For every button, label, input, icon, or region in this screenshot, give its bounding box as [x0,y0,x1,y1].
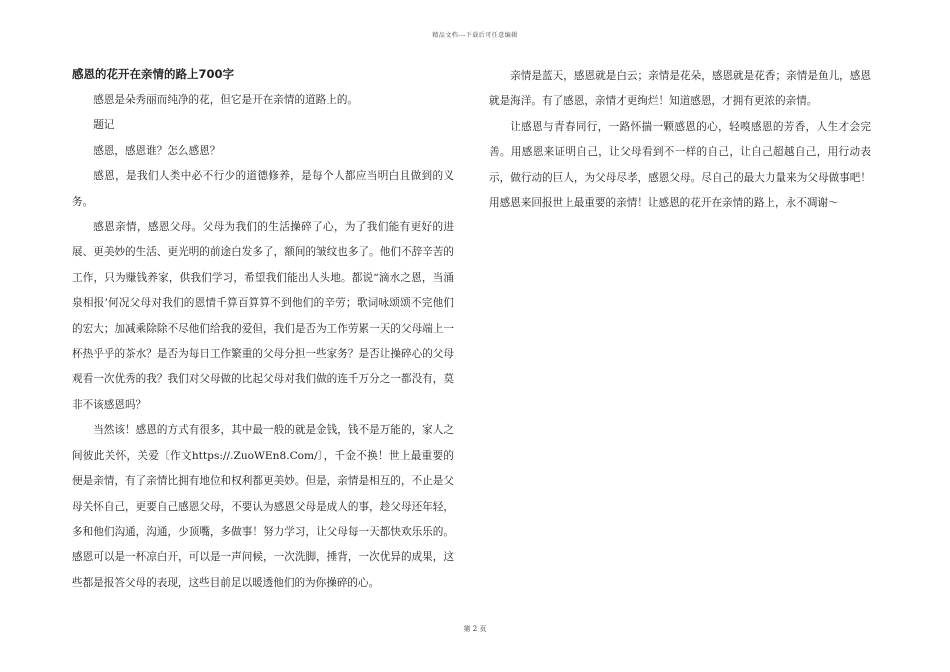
left-column [72,60,454,596]
epigraph-label: 题记 [93,119,115,132]
article-title: 感恩的花开在亲情的路上700字 [72,67,235,81]
paragraph: 感恩，是我们人类中必不行少的道德修养，是每个人都应当明白且做到的义务。 [72,170,454,208]
page-header: 精品文档---下载后可任意编辑 [432,32,518,39]
paragraph: 亲情是蓝天，感恩就是白云；亲情是花朵，感恩就是花香；亲情是鱼儿，感恩就是海洋。有了感恩，亲情才更绚烂！知道感恩，才拥有更浓的亲情。 [489,70,871,108]
paragraph: 感恩亲情，感恩父母。父母为我们的生活操碎了心，为了我们能有更好的进展、更美妙的生活、更光明的前途白发多了，额间的皱纹也多了。他们不辞辛苦的工作，只为赚钱养家，供我们学习，希望我们能出人头地。都说“滴水之恩，当涌泉相报’何况父母对我们的恩情千算百算算不到他们的辛劳；歌词咏颂颂不完他们的宏大；加减乘除除不尽他们给我的爱但，我们是否为工作劳累一天的父母端上一杯热乎乎的茶水？是否为每日工作繁重的父母分担一些家务？是否让操碎心的父母观看一次优秀的我？我们对父母做的比起父母对我们做的连千万分之一都没有，莫非不该感恩吗？ [72,221,454,411]
paragraph: 当然该！感恩的方式有很多，其中最一般的就是金钱，钱不是万能的，家人之间彼此关怀，关爱〔作文https://.ZuoWEn8.Com/〕，千金不换！世上最重要的便是亲情，有了亲情比拥有地位和权利都更美妙。但是，亲情是相互的，不止是父母关怀自己，更要自己感恩父母，不要认为感恩父母是成人的事，趁父母还年轻，多和他们沟通，沟通，少顶嘴，多做事！努力学习，让父母每一天都快欢乐乐的。感恩可以是一杯凉白开，可以是一声问候，一次洗脚，捶背，一次优异的成果，这些都是报答父母的表现，这些目前足以暖透他们的为你操碎的心。 [72,424,454,589]
right-column [489,64,871,216]
paragraph: 感恩是朵秀丽而纯净的花，但它是开在亲情的道路上的。 [93,94,359,106]
paragraph: 感恩，感恩谁？怎么感恩？ [93,144,221,157]
paragraph: 让感恩与青春同行，一路怀揣一颗感恩的心，轻嗅感恩的芳香，人生才会完善。用感恩来证明自己，让父母看到不一样的自己，让自己超越自己，用行动表示，做行动的巨人，为父母尽孝，感恩父母。尽自己的最大力量来为父母做事吧！用感恩来回报世上最重要的亲情！让感恩的花开在亲情的路上，永不凋谢～ [489,120,871,210]
page-number: 第 2 页 [463,625,487,633]
